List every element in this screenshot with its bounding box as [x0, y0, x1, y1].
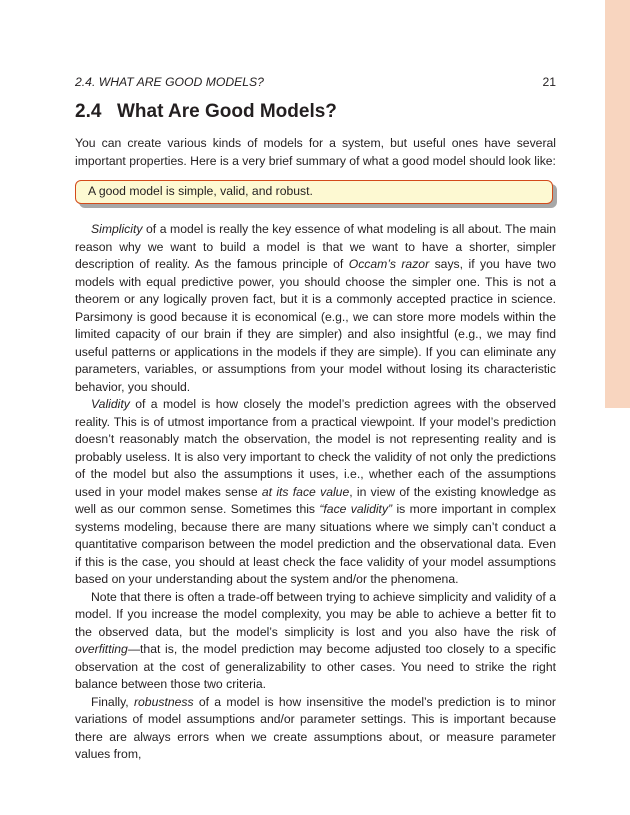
term-simplicity: Simplicity: [91, 222, 143, 236]
paragraph-text: Finally,: [91, 694, 134, 709]
paragraph-text: of a model is how closely the model’s prediction agrees with the observed reality. This is of utmost importance from a practical viewpoint. If your model’s prediction doesn’t reasonably match the observation, the model is not representing reality and is probably useless. It is also very important to check the validity of not only the predictions of the model but also the assumptions it uses, i.e., whether each of the assumptions used in your model makes sense: [75, 397, 556, 499]
side-thumb-tab: [605, 0, 630, 408]
paragraph-text: —that is, the model prediction may become adjusted too closely to a specific observation at the cost of generalizability to other cases. You need to strike the right balance between those two criteria.: [75, 642, 556, 691]
paragraph-text: Note that there is often a trade-off between trying to achieve simplicity and validity of a model. If you increase the model complexity, you may be able to achieve a better fit to the observed data, but the model’s simplicity is lost and you also have the risk of: [75, 589, 556, 639]
paragraph-text: of a model is how insensitive the model’s prediction is to minor variations of model assumptions and/or parameter settings. This is important because there are always errors when we create assumptions about, or measure parameter values from,: [75, 694, 556, 761]
paragraph-validity: [75, 396, 556, 589]
paragraph-text: of a model is really the key essence of what modeling is all about. The main reason why we want to build a model is that we want to have a shorter, simpler description of reality. As the famous principle of: [75, 222, 556, 271]
intro-text: You can create various kinds of models for a system, but useful ones have several important properties. Here is a very brief summary of what a good model should look like:: [75, 136, 556, 168]
intro-paragraph: [75, 135, 556, 170]
term-robustness: robustness: [133, 694, 194, 709]
running-head-section: 2.4. WHAT ARE GOOD MODELS?: [75, 75, 264, 89]
body-text: [75, 221, 556, 764]
running-head: [75, 74, 556, 90]
paragraph-text: is more important in complex systems modeling, because there are many situations where we simply can’t conduct a quantitative comparison between the model prediction and the observational data. Even if this is the case, you should at least check the face validity of your model assumptions based on your understanding about the system and/or the phenomena.: [75, 502, 557, 586]
term-occams-razor: Occam’s razor: [348, 257, 430, 271]
paragraph-text: says, if you have two models with equal predictive power, you should choose the simpler one. This is not a theorem or any logically proven fact, but it is a commonly accepted practice in science. Parsimony is good because it is economical (e.g., we can store more models within the limited capacity of our brain if they are simpler) and also insightful (e.g., we may find useful patterns or applications in the models if they are simple). If you can eliminate any parameters, variables, or assumptions from your model without losing its characteristic behavior, you should.: [75, 257, 556, 394]
callout-text: A good model is simple, valid, and robust.: [88, 184, 313, 198]
term-face-value: at its face value: [261, 484, 350, 499]
paragraph-robustness: [75, 694, 556, 764]
paragraph-simplicity: [75, 221, 556, 396]
paragraph-text: , in view of the existing knowledge as well as our common sense. Sometimes this: [75, 484, 556, 516]
section-heading: [75, 100, 337, 124]
paragraph-tradeoff: [75, 589, 556, 694]
section-number: 2.4: [75, 101, 102, 122]
term-face-validity: “face validity”: [319, 502, 393, 516]
term-validity: Validity: [91, 397, 130, 411]
section-title: What Are Good Models?: [117, 101, 337, 122]
term-overfitting: overfitting: [75, 642, 128, 656]
summary-callout-box: [75, 180, 553, 204]
page-number: 21: [542, 75, 556, 89]
